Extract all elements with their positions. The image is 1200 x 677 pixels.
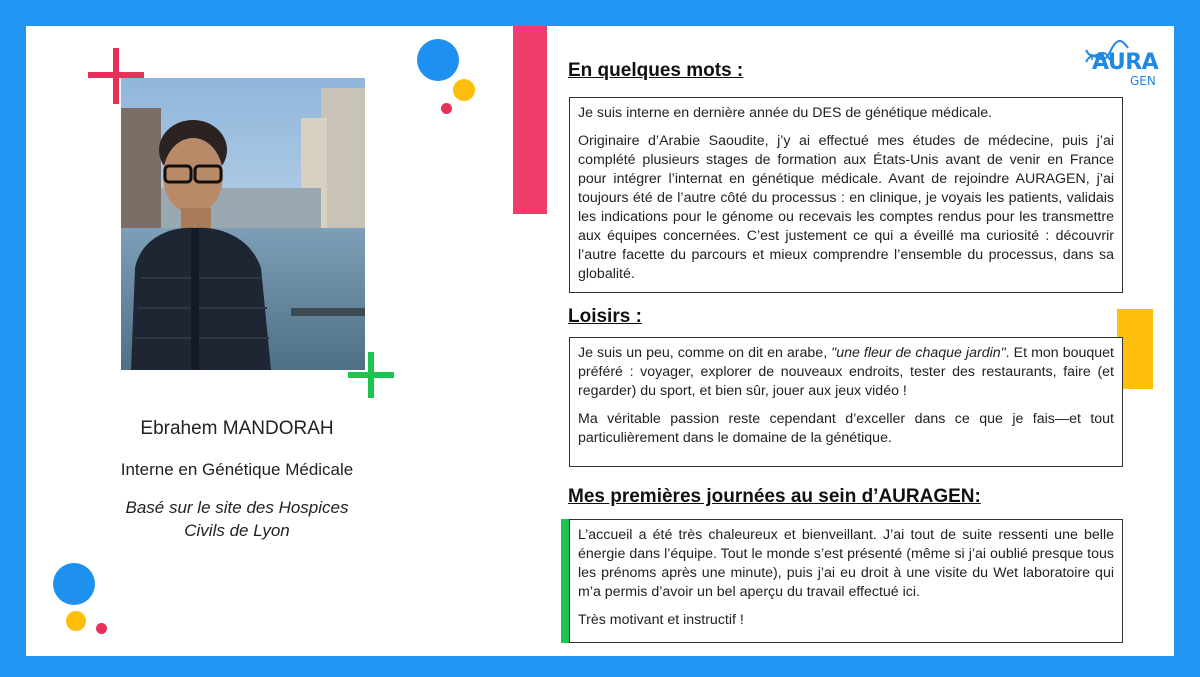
hobbies-p1-after: . Et mon bouquet préféré : voyager, explorer de nouveaux endroits, tester des restaurants, faire (et regarder) du sport, et bien sûr, jouer aux jeux vidéo ! (578, 345, 1114, 399)
red-dot-bottom (96, 623, 107, 634)
about-box (569, 97, 1123, 293)
about-paragraph-1: Je suis interne en dernière année du DES de génétique médicale. (578, 105, 993, 121)
red-cross-vertical (113, 48, 119, 104)
first-days-heading: Mes premières journées au sein d’AURAGEN: (568, 486, 981, 507)
profile-role: Interne en Génétique Médicale (120, 460, 354, 479)
auragen-logo (1080, 36, 1164, 92)
profile-name: Ebrahem MANDORAH (140, 418, 334, 439)
red-vertical-bar (513, 26, 547, 214)
portrait-illustration (121, 78, 365, 370)
about-paragraph-2: Originaire d’Arabie Saoudite, j’y ai effectué mes études de médecine, puis j’ai complété plusieurs stages de formation aux États-Unis avant de venir en France pour intégrer l’internat en génétique médicale. Avant de rejoindre AURAGEN, j’ai toujours été de l’autre côté du processus : en clinique, je voyais les patients, validais les indications pour le génome ou recevais les comptes rendus pour les transmettre aux équipes concernées. C’est justement ce qui a éveillé ma curiosité : découvrir l’autre facette du parcours et mieux comprendre l’ensemble du processus, dans sa globalité. (578, 133, 1114, 282)
hobbies-paragraph-1 (578, 344, 1114, 401)
profile-site-line1: Basé sur le site des Hospices (125, 498, 349, 517)
profile-photo (121, 78, 365, 370)
blue-dot-bottom (53, 563, 95, 605)
logo-text-aura: AURA (1092, 50, 1159, 75)
first-days-paragraph-1: L’accueil a été très chaleureux et bienveillant. J’ai tout de suite ressenti une belle énergie dans l’équipe. Tout le monde s’est présenté (même si j’ai oublié presque tous les prénoms après une minute), puis j’ai eu droit à une visite du Wet laboratoire qui m’a permis d’avoir un bel aperçu du travail effectué ici. (578, 527, 1114, 600)
yellow-dot-bottom (66, 611, 86, 631)
hobbies-paragraph-2: Ma véritable passion reste cependant d’exceller dans ce que je fais—et tout particulièrement dans le domaine de la génétique. (578, 411, 1114, 446)
first-days-box (569, 519, 1123, 643)
green-cross-vertical (368, 352, 374, 398)
red-dot-top (441, 103, 452, 114)
profile-site (82, 496, 392, 542)
logo-text-gen: GEN (1130, 74, 1156, 88)
yellow-dot-top (453, 79, 475, 101)
about-heading: En quelques mots : (568, 60, 744, 81)
first-days-paragraph-2: Très motivant et instructif ! (578, 612, 744, 628)
hobbies-box (569, 337, 1123, 467)
profile-site-line2: Civils de Lyon (184, 521, 290, 540)
hobbies-p1-quote: "une fleur de chaque jardin" (831, 345, 1006, 361)
blue-dot-top (417, 39, 459, 81)
slide (26, 26, 1174, 656)
hobbies-heading: Loisirs : (568, 306, 642, 327)
hobbies-p1-before: Je suis un peu, comme on dit en arabe, (578, 345, 832, 361)
